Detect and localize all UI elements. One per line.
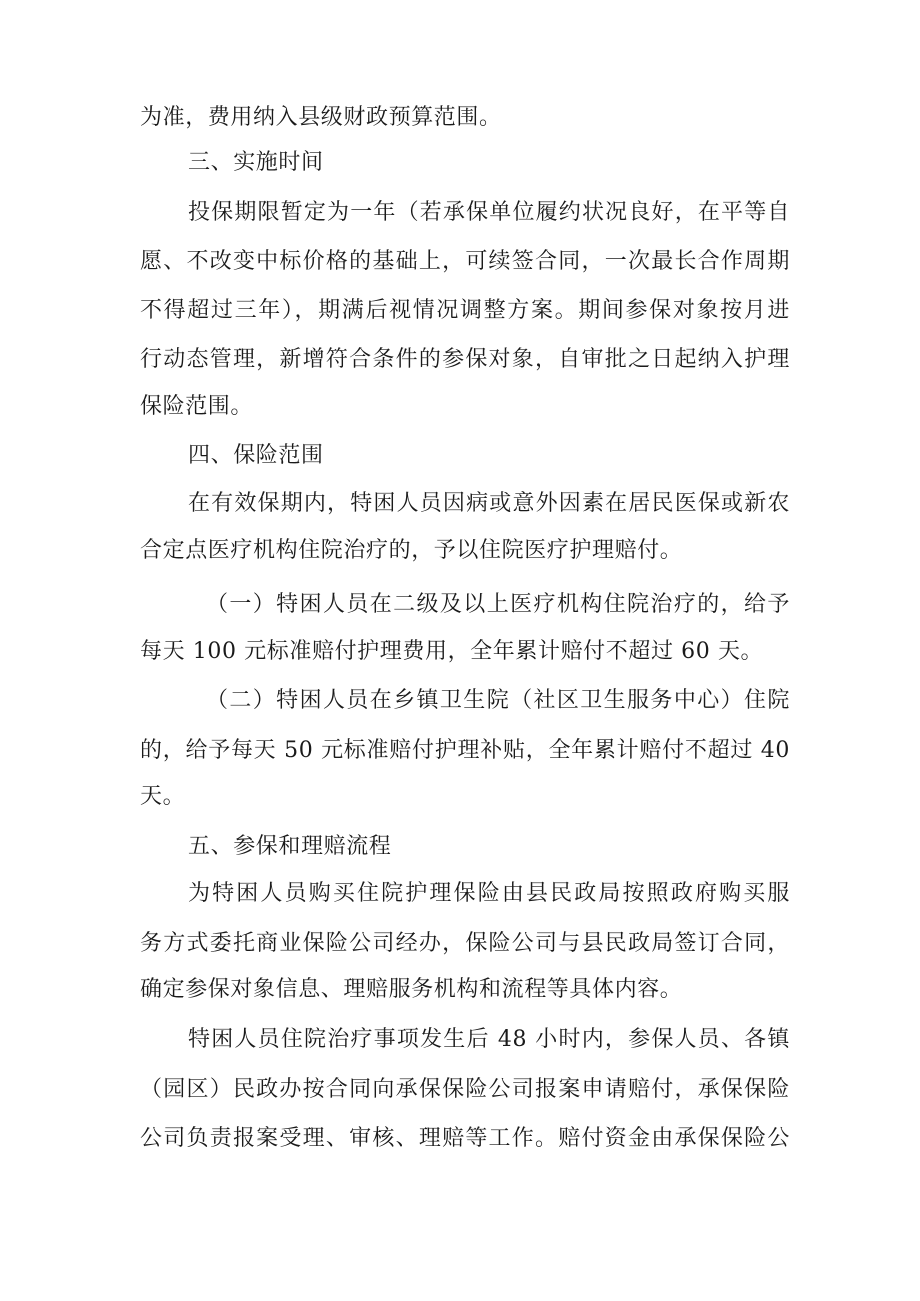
section-heading-implementation-time: 三、实施时间 bbox=[188, 150, 324, 175]
paragraph-line: 务方式委托商业保险公司经办，保险公司与县民政局签订合同， bbox=[140, 931, 790, 956]
paragraph-line: 天。 bbox=[140, 784, 186, 809]
paragraph-line: 公司负责报案受理、审核、理赔等工作。赔付资金由承保保险公 bbox=[140, 1126, 790, 1151]
paragraph-line: 不得超过三年），期满后视情况调整方案。期间参保对象按月进 bbox=[140, 298, 790, 323]
paragraph-line: （园区）民政办按合同向承保保险公司报案申请赔付，承保保险 bbox=[140, 1077, 790, 1102]
text-line-continuation: 为准，费用纳入县级财政预算范围。 bbox=[140, 105, 502, 130]
section-heading-enrollment-claims-process: 五、参保和理赔流程 bbox=[188, 834, 392, 859]
paragraph-line: 愿、不改变中标价格的基础上，可续签合同，一次最长合作周期 bbox=[140, 249, 790, 274]
paragraph-line: （二）特困人员在乡镇卫生院（社区卫生服务中心）住院 bbox=[206, 688, 790, 713]
paragraph-line: 确定参保对象信息、理赔服务机构和流程等具体内容。 bbox=[140, 977, 683, 1002]
paragraph-line: 保险范围。 bbox=[140, 394, 254, 419]
paragraph-line: （一）特困人员在二级及以上医疗机构住院治疗的，给予 bbox=[206, 592, 790, 617]
paragraph-line: 每天 100 元标准赔付护理费用，全年累计赔付不超过 60 天。 bbox=[140, 639, 764, 664]
paragraph-line: 合定点医疗机构住院治疗的，予以住院医疗护理赔付。 bbox=[140, 538, 683, 563]
paragraph-line: 的，给予每天 50 元标准赔付护理补贴，全年累计赔付不超过 40 bbox=[140, 738, 790, 763]
section-heading-insurance-scope: 四、保险范围 bbox=[188, 443, 324, 468]
paragraph-line: 为特困人员购买住院护理保险由县民政局按照政府购买服 bbox=[188, 881, 790, 906]
paragraph-line: 投保期限暂定为一年（若承保单位履约状况良好，在平等自 bbox=[188, 200, 790, 225]
paragraph-line: 在有效保期内，特困人员因病或意外因素在居民医保或新农 bbox=[188, 491, 790, 516]
paragraph-line: 特困人员住院治疗事项发生后 48 小时内，参保人员、各镇 bbox=[188, 1027, 790, 1052]
paragraph-line: 行动态管理，新增符合条件的参保对象，自审批之日起纳入护理 bbox=[140, 347, 790, 372]
